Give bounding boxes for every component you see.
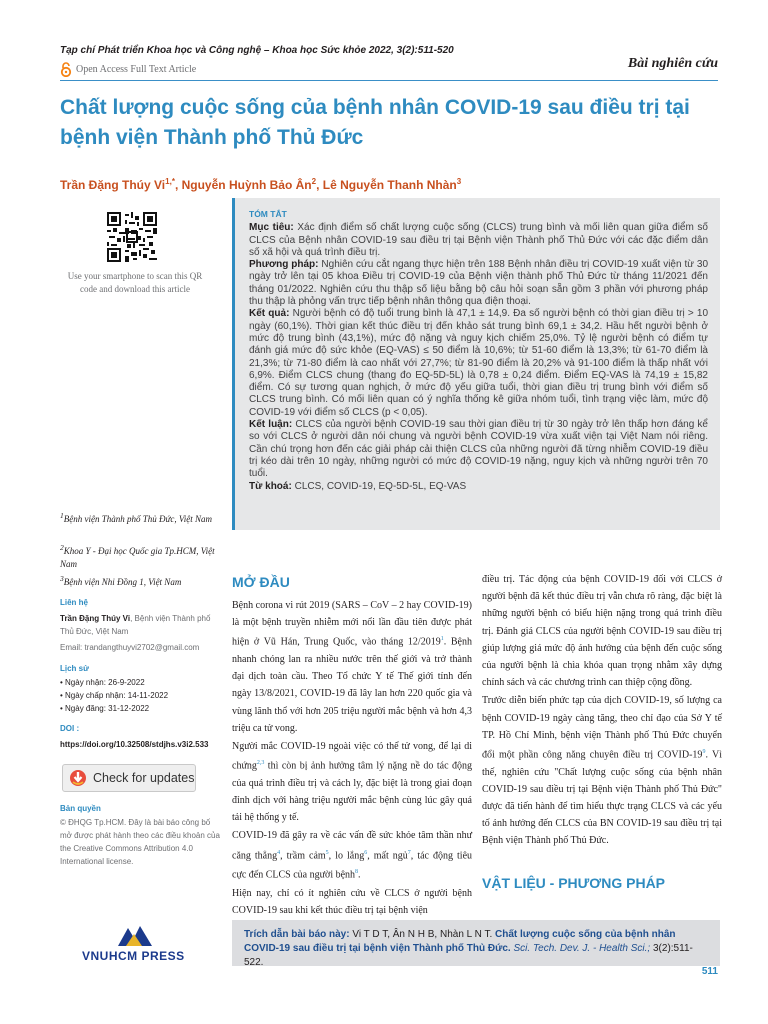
copyright-text: © ĐHQG Tp.HCM. Đây là bài báo công bố mở được phát hành theo các điều khoản của the Creative Commons Attribution 4.0 International license. [60, 818, 220, 866]
contact-label: Liên hệ [60, 598, 89, 607]
citation-authors: Vi T D T, Ân N H B, Nhàn L N T. [349, 929, 496, 940]
affiliation-number: 1 [60, 511, 64, 520]
paragraph-text: . Vì thế, nghiên cứu "Chất lượng cuộc sống của bệnh nhân COVID-19 sau điều trị tại Bệnh viện Thành phố Thủ Đức" được đã tiến hành để tìm hiểu thực trạng CLCS và các yếu tố ảnh hưởng đến CLCS của BN COVID-19 sau điều trị tại Bệnh viện Thành phố Thủ Đức. [482, 749, 722, 847]
citation-journal: Sci. Tech. Dev. J. - Health Sci.; [510, 943, 651, 954]
paragraph-text: thì còn bị ảnh hưởng tâm lý nặng nề do tác động của quá trình điều trị và cách ly, đặc biệt là trong giai đoạn đỉnh dịch với hàng triệu người mắc bệnh cùng lúc gây quá tải hệ thống y tế. [232, 760, 472, 824]
reference-mark[interactable]: 8 [355, 869, 359, 876]
abstract-text: Người bệnh có độ tuổi trung bình là 47,1 ± 14,9. Đa số người bệnh có thời gian điều trị > 10 ngày (60,1%). Thời gian kết thúc điều trị đến khảo sát trung bình 69,1 ± 34,2. Hầu hết người bệnh ở mức độ trung bình (43,1%), mức độ nặng và nguy kịch chiếm 25,0%. Tỷ lệ người bệnh có điểm tự đánh giá mức độ sức khỏe (EQ-VAS) ≤ 50 điểm là 10,6%; từ 51-60 điểm là 13,3%; từ 61-70 điểm là 21,3%; từ 71-80 điểm là cao nhất với 27,7%; từ 81-90 điểm là 20,2% và 91-100 điểm là thấp nhất với 6,9%. Điểm CLCS chung (thang đo EQ-5D-5L) là 0,78 ± 0,24 điểm. Điểm EQ-VAS là 74,19 ± 15,82 điểm. Có sự tương quan nghịch, ở mức độ yếu giữa tuổi, thời gian điều trị trung bình với điểm số CLCS trung bình. Có mối liên quan có ý nghĩa thống kê giữa nhóm tuổi, tình trạng việc làm, mức độ COVID-19 với điểm số CLCS (p < 0,05). [249, 308, 709, 418]
reference-mark[interactable]: 2,3 [256, 760, 265, 767]
body-paragraph [482, 692, 722, 849]
affiliation-item [60, 509, 220, 526]
abstract-results [249, 308, 708, 419]
copyright-label: Bản quyền [60, 804, 101, 813]
body-column-left [232, 597, 472, 920]
open-access-label: Open Access Full Text Article [76, 64, 197, 75]
citation-pages: 3(2):511-522. [244, 943, 693, 968]
contact-info [60, 612, 220, 638]
affiliation-item [60, 541, 220, 571]
body-paragraph [232, 738, 472, 826]
author-name: Trần Đặng Thúy Vi [60, 178, 166, 192]
section-heading-methods: VẬT LIỆU - PHƯƠNG PHÁP [482, 875, 666, 891]
journal-line: Tạp chí Phát triển Khoa học và Công nghệ – Khoa học Sức khỏe 2022, 3(2):511-520 [60, 45, 454, 56]
abstract-label: Kết quả: [249, 308, 290, 320]
reference-mark[interactable]: 5 [325, 849, 329, 856]
citation-box [232, 920, 720, 966]
qr-code-icon[interactable] [107, 212, 157, 262]
paragraph-text: , tác động tiêu cực đến CLCS của người bệnh [232, 849, 473, 881]
author-list: Trần Đặng Thúy $Vi^{1,*}$, Nguyễn Huỳnh Bảo $Ân^2$, Lê Nguyễn Thanh Nhàn$^3$ [60, 177, 462, 192]
contact-email[interactable]: Email: trandangthuyvi2702@gmail.com [60, 643, 200, 652]
paragraph-text: , trầm cảm [280, 849, 326, 861]
page-number: 511 [701, 966, 718, 977]
contact-affiliation: , Bệnh viện Thành phố Thủ Đức, Việt Nam [60, 614, 211, 636]
reference-mark[interactable]: 9 [702, 749, 706, 756]
paragraph-text: . Bệnh nhanh chóng lan ra nhiều nước trên thế giới và trở thành đại dịch toàn cầu. Theo Tổ chức Y tế Thế giới tính đến ngày 13/8/2021, COVID-19 đã lây lan hơn 220 quốc gia và vùng lãnh thổ với hơn 205 triệu người mắc bệnh và hơn 4,3 triệu ca tử vong. [232, 636, 472, 734]
author-name: Lê Nguyễn Thanh Nhàn [322, 178, 457, 192]
author-name: Nguyễn Huỳnh Bảo Ân [181, 178, 312, 192]
abstract-objective [249, 222, 708, 259]
open-access-icon [60, 62, 72, 77]
contact-name: Trần Đặng Thúy Vi [60, 614, 131, 623]
reference-mark[interactable]: 4 [277, 849, 281, 856]
article-type: Bài nghiên cứu [627, 56, 718, 71]
author-affiliation-mark: 1,* [165, 177, 175, 186]
doi-label: DOI : [60, 724, 80, 733]
history-item: • Ngày nhận: 26-9-2022 [60, 676, 220, 689]
affiliation-text: Bệnh viện Nhi Đồng 1, Việt Nam [63, 577, 182, 587]
affiliation-text: Khoa Y - Đại học Quốc gia Tp.HCM, Việt Nam [60, 546, 215, 569]
citation-label: Trích dẫn bài báo này: [244, 929, 350, 940]
doi-link[interactable]: https://doi.org/10.32508/stdjhs.v3i2.533 [60, 740, 209, 749]
open-access-row [60, 62, 196, 77]
reference-mark[interactable]: 7 [407, 849, 411, 856]
body-column-right [482, 571, 722, 851]
check-for-updates-label: Check for updates [93, 771, 195, 785]
author-affiliation-mark: 2 [311, 177, 317, 186]
paragraph-text: . [358, 869, 361, 881]
abstract-label: Phương pháp: [249, 259, 319, 271]
author-affiliation-mark: 3 [456, 177, 462, 186]
abstract-text: CLCS, COVID-19, EQ-5D-5L, EQ-VAS [291, 480, 467, 492]
affiliation-item [60, 572, 220, 589]
reference-mark[interactable]: 6 [364, 849, 368, 856]
affiliation-number: 3 [60, 574, 64, 583]
header-divider [60, 80, 718, 81]
body-paragraph: Hiện nay, chỉ có ít nghiên cứu về CLCS ở người bệnh COVID-19 sau khi kết thúc điều trị tại bệnh viện [232, 887, 472, 916]
citation-title: Chất lượng cuộc sống của bệnh nhân COVID-19 sau điều trị tại bệnh viện Thành phố Thủ Đức. [244, 929, 676, 954]
check-for-updates-button[interactable] [62, 764, 196, 792]
abstract-label: Mục tiêu: [249, 222, 294, 234]
paragraph-text: , mất ngủ [367, 849, 408, 861]
paragraph-text: Trước diễn biến phức tạp của dịch COVID-19, số lượng ca bệnh COVID-19 ngày càng tăng, theo chỉ đạo của Sở Y tế TP. Hồ Chí Minh, bệnh viện Thành phố Thủ Đức chuyển đổi một phần công năng chuyên điều trị COVID-19 [482, 695, 722, 761]
affiliation-number: 2 [60, 543, 64, 552]
article-title: Chất lượng cuộc sống của bệnh nhân COVID-19 sau điều trị tại bệnh viện Thành phố Thủ Đức [60, 96, 690, 149]
paragraph-text: Người mắc COVID-19 ngoài việc có thể tử vong, để lại di chứng [232, 740, 472, 772]
abstract-keywords [249, 481, 708, 493]
history-item: • Ngày chấp nhận: 14-11-2022 [60, 689, 220, 702]
check-for-updates-icon [69, 769, 87, 787]
body-paragraph [232, 597, 472, 737]
abstract-methods [249, 259, 708, 308]
abstract-box [232, 198, 720, 530]
paragraph-text: COVID-19 đã gây ra về các vấn đề sức khỏe tâm thần như căng thẳng [232, 830, 472, 861]
history-list [60, 676, 220, 715]
publisher-name: VNUHCM PRESS [82, 949, 185, 963]
abstract-label: Kết luận: [249, 419, 293, 431]
abstract-label: Từ khoá: [249, 480, 292, 492]
history-label: Lịch sử [60, 664, 89, 673]
paragraph-text: , lo lắng [328, 849, 365, 861]
abstract-conclusion [249, 419, 708, 480]
history-item: • Ngày đăng: 31-12-2022 [60, 702, 220, 715]
abstract-text: Xác định điểm số chất lượng cuộc sống (CLCS) trung bình và mối liên quan giữa điểm số CLCS của Bệnh nhân COVID-19 sau điều trị tại Bệnh viện Thành phố Thủ Đức với các đặc điểm dân số xã hội và quá trình điều trị. [249, 222, 708, 258]
reference-mark[interactable]: 1 [440, 636, 444, 643]
body-paragraph [232, 827, 472, 883]
paragraph-text: Bệnh corona vi rút 2019 (SARS – CoV – 2 hay COVID-19) là một bệnh truyền nhiễm mới nổi lần đầu tiên được phát hiện ở Vũ Hán, Trung Quốc, vào tháng 12/2019 [232, 600, 472, 648]
abstract-text: Nghiên cứu cắt ngang thực hiện trên 188 Bệnh nhân điều trị COVID-19 xuất viện từ 30 ngày trở lên tại 05 khoa Điều trị COVID-19 của Bệnh viện thành phố Thủ Đức từ tháng 11/2021 đến tháng 01/2022. Nghiên cứu thu thập số liệu bằng bộ câu hỏi soạn sẵn gồm 3 phần với phương pháp thu thập là phỏng vấn trực tiếp bệnh nhân thông qua điện thoại. [249, 259, 709, 308]
affiliation-text: Bệnh viện Thành phố Thủ Đức, Việt Nam [63, 514, 212, 524]
qr-caption: Use your smartphone to scan this QR code and download this article [67, 271, 203, 294]
abstract-heading: TÓM TẮT [249, 209, 287, 219]
section-heading-introduction: MỞ ĐẦU [232, 574, 290, 590]
body-paragraph: điều trị. Tác động của bệnh COVID-19 đối với CLCS ở người bệnh đã kết thúc điều trị vẫn chưa rõ ràng, đặc biệt là những người bệnh có biểu hiện nặng trong quá trình điều trị. Đánh giá CLCS của người bệnh COVID-19 sau điều trị giúp lượng giá mức độ ảnh hưởng của bệnh đến cuộc sống của người bệnh là chìa khóa quan trọng nhằm xây dựng chính sách và các chương trình can thiệp cộng đồng. [482, 574, 722, 689]
abstract-text: CLCS của người bệnh COVID-19 sau thời gian điều trị từ 30 ngày trở lên thấp hơn đáng kể so với CLCS ở người dân nói chung và người bệnh COVID-19 vừa xuất viện tại Việt Nam nói riêng. Cần chú trọng hơn đến các giải pháp cải thiện CLCS của những người đã từng nhiễm COVID-19 điều trị kéo dài trên 10 ngày, những người có mức độ COVID-19 nặng, nguy kịch và những người trên 70 tuổi. [249, 419, 708, 480]
